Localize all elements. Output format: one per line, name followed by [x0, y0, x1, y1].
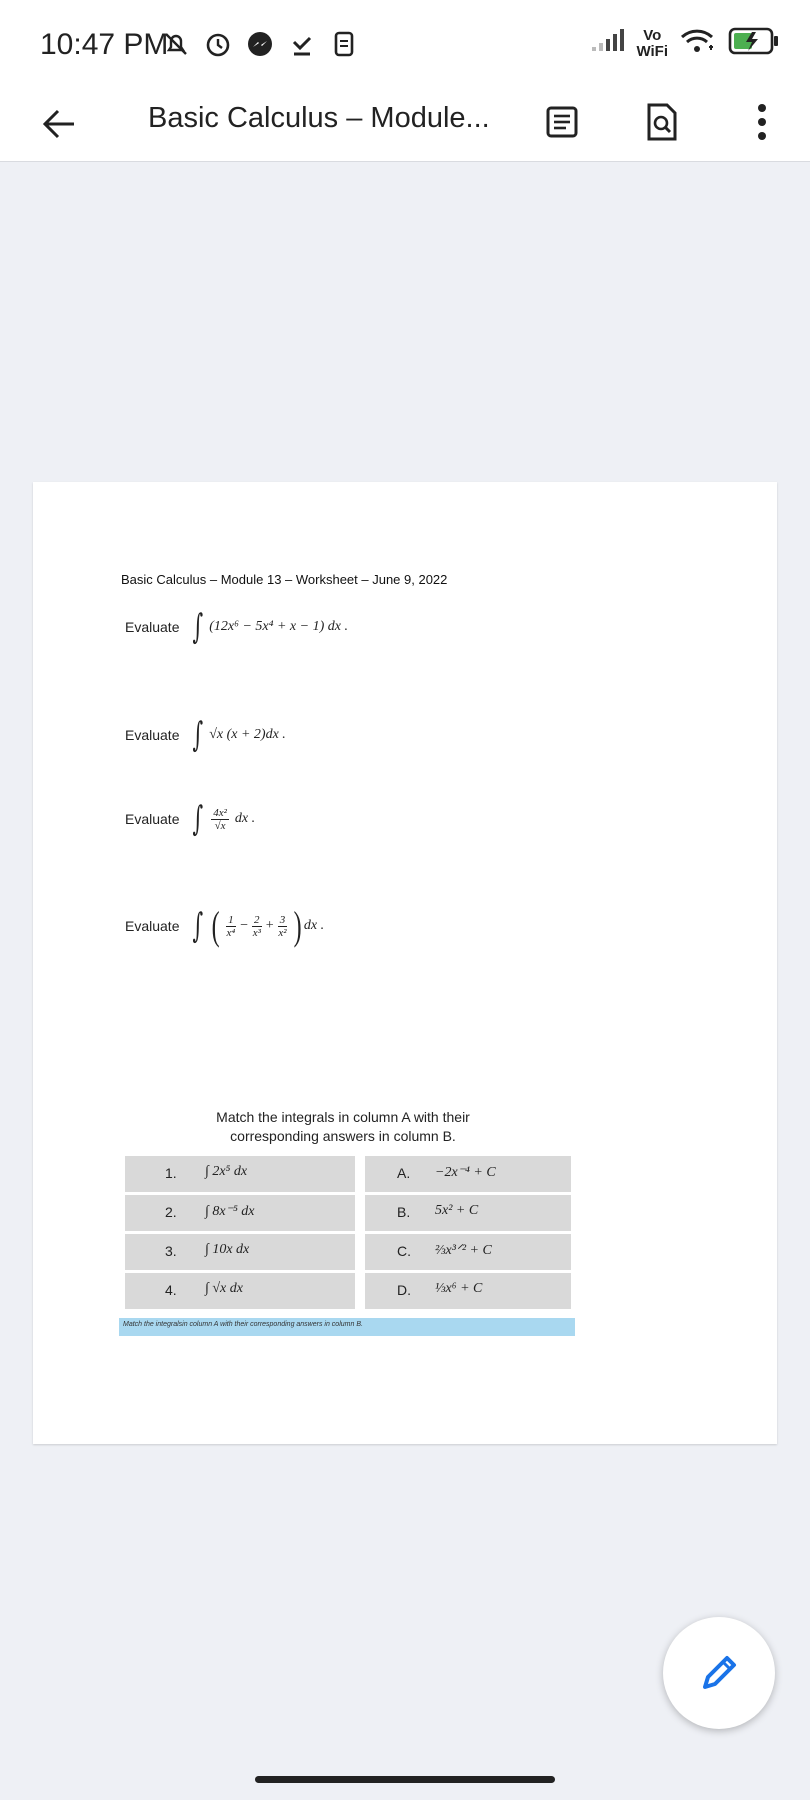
instructions-line-2: corresponding answers in column B.: [230, 1128, 456, 1144]
fraction-numerator: 2: [254, 913, 260, 926]
problem-1: [125, 607, 348, 647]
edit-fab-button[interactable]: [663, 1617, 775, 1729]
problem-4: [125, 903, 325, 948]
table-row: [125, 1273, 571, 1309]
worksheet-header: Basic Calculus – Module 13 – Worksheet – June 9, 2022: [121, 572, 448, 587]
fraction: [251, 914, 263, 939]
fraction-numerator: 1: [228, 913, 234, 926]
row-number: 2.: [165, 1204, 177, 1220]
gesture-nav-bar[interactable]: [255, 1776, 555, 1783]
operator: +: [264, 918, 275, 933]
pencil-icon: [697, 1651, 741, 1695]
expression-text: √x (x + 2)dx .: [209, 727, 286, 742]
row-number: 4.: [165, 1282, 177, 1298]
column-b-cell: [365, 1273, 571, 1309]
row-number: 1.: [165, 1165, 177, 1181]
integral-expression: ∫ 2x⁵ dx: [205, 1164, 248, 1179]
answer-expression: −2x⁻⁴ + C: [435, 1165, 496, 1180]
download-done-icon: [286, 28, 318, 60]
problem-expression: [189, 607, 348, 647]
fraction-numerator: 3: [279, 913, 286, 926]
problem-expression: [189, 903, 325, 948]
expression-tail: dx .: [303, 918, 325, 933]
problem-3: [125, 799, 256, 839]
column-a-cell: [125, 1195, 355, 1231]
battery-charging-icon: [728, 26, 780, 61]
signal-icon: [590, 29, 626, 58]
carrier-top-label: Vo: [643, 26, 662, 44]
integral-expression: ∫ 10x dx: [205, 1242, 250, 1257]
answer-expression: 5x² + C: [435, 1203, 479, 1218]
status-system-icons: [590, 26, 780, 61]
app-bar: [0, 90, 810, 162]
problem-label: Evaluate: [125, 727, 180, 743]
app-bar-actions: [542, 98, 782, 146]
answer-expression: ⅔x³ᐟ² + C: [435, 1243, 492, 1258]
fraction-numerator: 4x²: [213, 806, 227, 819]
left-paren: (: [211, 903, 220, 948]
column-a-cell: [125, 1156, 355, 1192]
wifi-icon: [678, 27, 718, 60]
document-page[interactable]: [33, 482, 777, 1444]
column-b-cell: [365, 1156, 571, 1192]
top-bar: [0, 0, 810, 162]
table-caption: Match the integralsin column A with their corresponding answers in column B.: [119, 1318, 575, 1336]
back-button[interactable]: [36, 100, 84, 148]
document-title: Basic Calculus – Module...: [148, 102, 490, 134]
matching-instructions: [173, 1108, 513, 1146]
document-outline-icon: [544, 104, 580, 140]
fraction-denominator: √x: [214, 819, 226, 832]
carrier-bottom-label: WiFi: [636, 42, 668, 60]
integral-sign: ∫: [193, 715, 204, 755]
answer-letter: D.: [397, 1282, 411, 1298]
matching-table: [125, 1156, 571, 1312]
status-time: 10:47 PM: [40, 28, 169, 61]
fraction-denominator: x⁴: [226, 926, 236, 939]
search-document-button[interactable]: [642, 98, 682, 146]
column-b-cell: [365, 1195, 571, 1231]
answer-expression: ⅓x⁶ + C: [435, 1281, 483, 1296]
integral-sign: ∫: [193, 607, 204, 647]
problem-2: [125, 715, 286, 755]
back-arrow-icon: [36, 100, 84, 148]
expression-tail: dx .: [234, 811, 256, 826]
integral-expression: ∫ 8x⁻⁵ dx: [205, 1204, 255, 1219]
column-a-cell: [125, 1273, 355, 1309]
integral-sign: ∫: [193, 906, 204, 946]
search-in-document-icon: [644, 102, 680, 142]
answer-letter: C.: [397, 1243, 411, 1259]
fraction-denominator: x³: [252, 926, 261, 939]
fraction: [211, 807, 229, 832]
more-vert-icon: [756, 102, 768, 142]
fraction: [225, 914, 238, 939]
status-notification-icons: [160, 28, 360, 60]
problem-label: Evaluate: [125, 619, 180, 635]
problem-label: Evaluate: [125, 918, 180, 934]
answer-letter: B.: [397, 1204, 411, 1220]
answer-letter: A.: [397, 1165, 411, 1181]
outline-button[interactable]: [542, 98, 582, 146]
no-notifications-icon: [160, 28, 192, 60]
problem-expression: [189, 715, 286, 755]
alarm-icon: [202, 28, 234, 60]
problem-label: Evaluate: [125, 811, 180, 827]
fraction: [276, 914, 288, 939]
integral-sign: ∫: [193, 799, 204, 839]
column-b-cell: [365, 1234, 571, 1270]
fraction-denominator: x²: [278, 926, 287, 939]
operator: −: [239, 918, 249, 933]
status-bar: [0, 0, 810, 90]
integral-expression: ∫ √x dx: [205, 1281, 243, 1296]
column-a-cell: [125, 1234, 355, 1270]
clipboard-icon: [328, 28, 360, 60]
problem-expression: [189, 799, 256, 839]
table-row: [125, 1234, 571, 1270]
volte-wifi-label: [636, 28, 668, 60]
table-row: [125, 1156, 571, 1192]
instructions-line-1: Match the integrals in column A with their: [216, 1109, 470, 1125]
more-options-button[interactable]: [742, 98, 782, 146]
expression-text: (12x⁶ − 5x⁴ + x − 1) dx .: [209, 619, 348, 634]
right-paren: ): [293, 903, 302, 948]
messenger-icon: [244, 28, 276, 60]
row-number: 3.: [165, 1243, 177, 1259]
table-row: [125, 1195, 571, 1231]
